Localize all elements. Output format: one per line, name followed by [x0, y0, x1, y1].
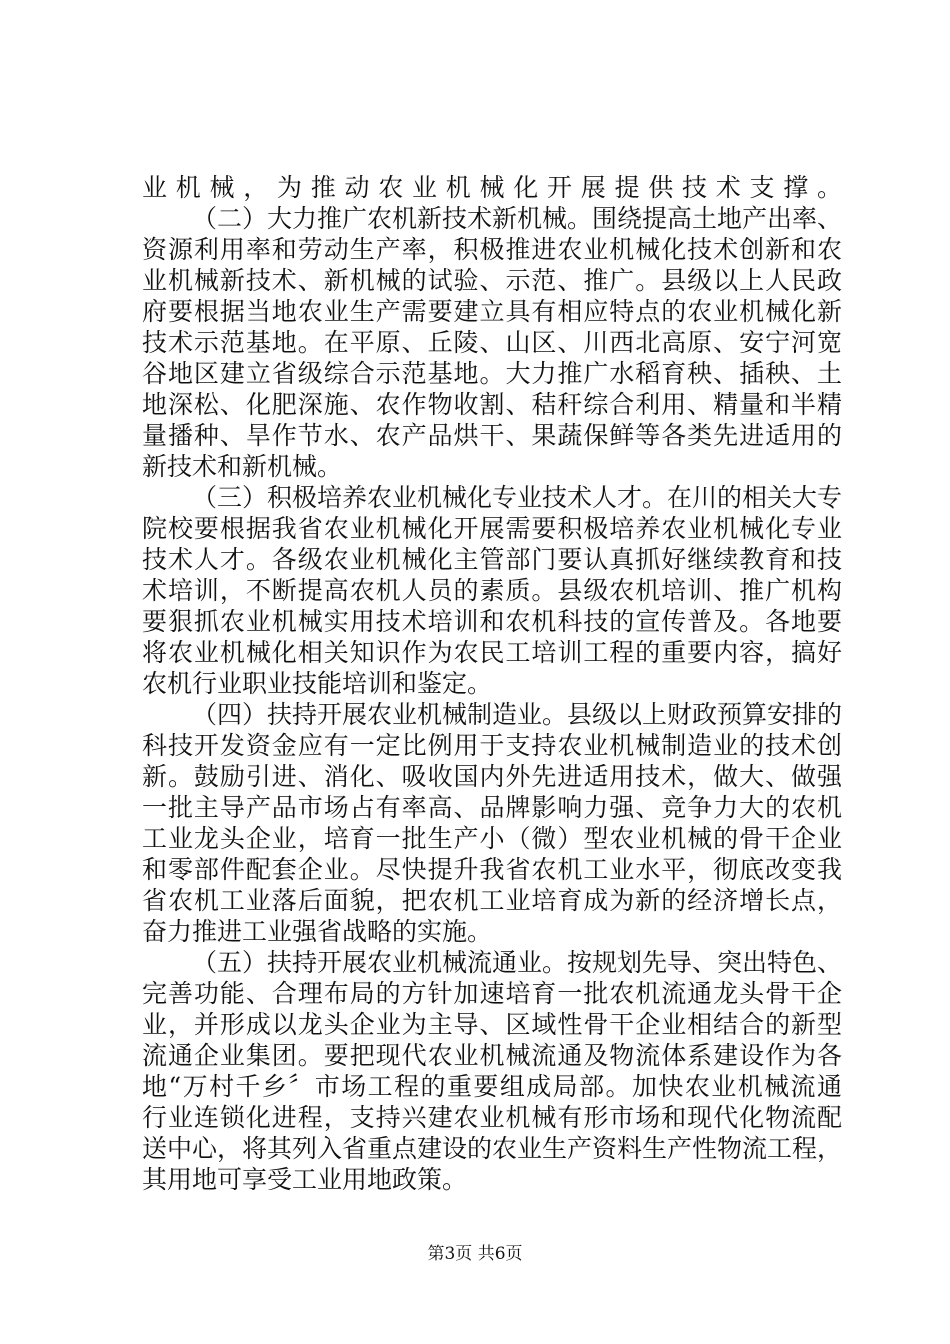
text-line: 院校要根据我省农业机械化开展需要积极培养农业机械化专业 — [142, 514, 842, 543]
text-line: 要狠抓农业机械实用技术培训和农机科技的宣传普及。各地要 — [142, 607, 842, 636]
paragraph-heading-3: （三）积极培养农业机械化专业技术人才。在川的相关大专 — [192, 483, 842, 512]
text-line: 府要根据当地农业生产需要建立具有相应特点的农业机械化新 — [142, 297, 842, 326]
text-line: 省农机工业落后面貌，把农机工业培育成为新的经济增长点， — [142, 886, 842, 915]
paragraph-heading-2: （二）大力推广农机新技术新机械。围绕提高土地产出率、 — [192, 204, 842, 233]
text-line: 奋力推进工业强省战略的实施。 — [142, 917, 493, 946]
paragraph-heading-5: （五）扶持开展农业机械流通业。按规划先导、突出特色、 — [192, 948, 842, 977]
text-line: 业，并形成以龙头企业为主导、区域性骨干企业相结合的新型 — [142, 1010, 842, 1039]
text-line: 资源利用率和劳动生产率，积极推进农业机械化技术创新和农 — [142, 235, 842, 264]
text-line: 技术示范基地。在平原、丘陵、山区、川西北高原、安宁河宽 — [142, 328, 842, 357]
page-footer — [0, 1244, 950, 1264]
text-line: 术培训，不断提高农机人员的素质。县级农机培训、推广机构 — [142, 576, 842, 605]
page-total: 共6页 — [477, 1244, 523, 1264]
text-line: 业机械新技术、新机械的试验、示范、推广。县级以上人民政 — [142, 266, 842, 295]
text-line: 技术人才。各级农业机械化主管部门要认真抓好继续教育和技 — [142, 545, 842, 574]
text-line: 地深松、化肥深施、农作物收割、秸秆综合利用、精量和半精 — [142, 390, 842, 419]
text-line: 送中心，将其列入省重点建设的农业生产资料生产性物流工程， — [142, 1134, 842, 1163]
text-line: 工业龙头企业，培育一批生产小（微）型农业机械的骨干企业 — [142, 824, 842, 853]
text-line: 谷地区建立省级综合示范基地。大力推广水稻育秧、插秧、土 — [142, 359, 842, 388]
text-line: 新。鼓励引进、消化、吸收国内外先进适用技术，做大、做强 — [142, 762, 842, 791]
text-line: 和零部件配套企业。尽快提升我省农机工业水平，彻底改变我 — [142, 855, 842, 884]
document-body — [142, 172, 842, 1195]
text-line: 其用地可享受工业用地政策。 — [142, 1165, 468, 1194]
text-line: 量播种、旱作节水、农产品烘干、果蔬保鲜等各类先进适用的 — [142, 421, 842, 450]
text-line: 地“万村千乡〞市场工程的重要组成局部。加快农业机械流通 — [142, 1072, 842, 1101]
text-line: 科技开发资金应有一定比例用于支持农业机械制造业的技术创 — [142, 731, 842, 760]
text-line: 一批主导产品市场占有率高、品牌影响力强、竞争力大的农机 — [142, 793, 842, 822]
text-line: 农机行业职业技能培训和鉴定。 — [142, 669, 493, 698]
paragraph-heading-4: （四）扶持开展农业机械制造业。县级以上财政预算安排的 — [192, 700, 842, 729]
text-line: 完善功能、合理布局的方针加速培育一批农机流通龙头骨干企 — [142, 979, 842, 1008]
text-line: 业机械，为推动农业机械化开展提供技术支撑。 — [142, 173, 842, 202]
text-line: 行业连锁化进程，支持兴建农业机械有形市场和现代化物流配 — [142, 1103, 842, 1132]
text-line: 新技术和新机械。 — [142, 452, 343, 481]
text-line: 流通企业集团。要把现代农业机械流通及物流体系建设作为各 — [142, 1041, 842, 1070]
page-number: 第3页 — [427, 1244, 473, 1264]
text-line: 将农业机械化相关知识作为农民工培训工程的重要内容，搞好 — [142, 638, 842, 667]
